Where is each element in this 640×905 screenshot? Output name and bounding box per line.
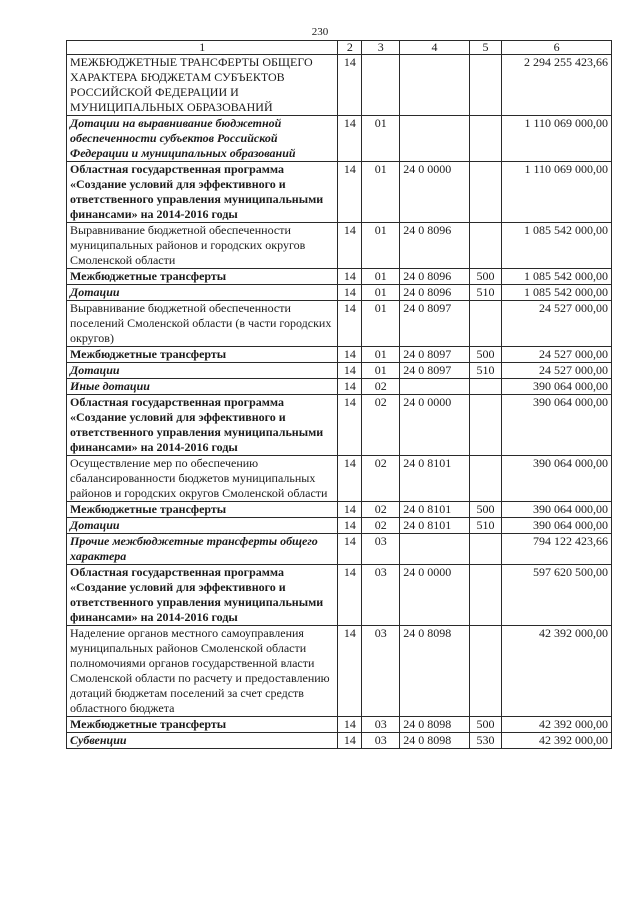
row-name-cell: Областная государственная программа «Создание условий для эффективного и ответственного управления муниципальными финансами» на 2014-2016 годы: [67, 565, 338, 626]
table-row: [67, 116, 612, 162]
amount-cell: 24 527 000,00: [502, 363, 612, 379]
table-row: [67, 347, 612, 363]
row-name-cell: Прочие межбюджетные трансферты общего характера: [67, 534, 338, 565]
column-header: 1: [67, 41, 338, 55]
amount-cell: 42 392 000,00: [502, 626, 612, 717]
target-article-cell: 24 0 0000: [400, 395, 469, 456]
amount-cell: 24 527 000,00: [502, 301, 612, 347]
expense-type-cell: [469, 162, 502, 223]
section-cell: 14: [338, 534, 362, 565]
expense-type-cell: 510: [469, 285, 502, 301]
table-row: [67, 395, 612, 456]
amount-cell: 24 527 000,00: [502, 347, 612, 363]
row-name-cell: Субвенции: [67, 733, 338, 749]
section-cell: 14: [338, 733, 362, 749]
section-cell: 14: [338, 223, 362, 269]
row-name-cell: Иные дотации: [67, 379, 338, 395]
amount-cell: 597 620 500,00: [502, 565, 612, 626]
target-article-cell: 24 0 8097: [400, 347, 469, 363]
table-row: [67, 534, 612, 565]
row-name-cell: Дотации: [67, 518, 338, 534]
amount-cell: 1 110 069 000,00: [502, 162, 612, 223]
expense-type-cell: [469, 301, 502, 347]
expense-type-cell: 500: [469, 717, 502, 733]
subsection-cell: 03: [362, 534, 400, 565]
subsection-cell: 01: [362, 162, 400, 223]
section-cell: 14: [338, 301, 362, 347]
target-article-cell: [400, 116, 469, 162]
subsection-cell: 02: [362, 379, 400, 395]
row-name-cell: Межбюджетные трансферты: [67, 717, 338, 733]
subsection-cell: 02: [362, 456, 400, 502]
section-cell: 14: [338, 116, 362, 162]
section-cell: 14: [338, 717, 362, 733]
subsection-cell: 01: [362, 269, 400, 285]
table-row: [67, 55, 612, 116]
target-article-cell: [400, 534, 469, 565]
row-name-cell: Межбюджетные трансферты: [67, 502, 338, 518]
target-article-cell: 24 0 8096: [400, 269, 469, 285]
section-cell: 14: [338, 456, 362, 502]
table-header-row: [67, 41, 612, 55]
expense-type-cell: [469, 534, 502, 565]
target-article-cell: 24 0 8097: [400, 363, 469, 379]
expense-type-cell: [469, 395, 502, 456]
row-name-cell: Выравнивание бюджетной обеспеченности поселений Смоленской области (в части городских округов): [67, 301, 338, 347]
amount-cell: 390 064 000,00: [502, 456, 612, 502]
column-header: 3: [362, 41, 400, 55]
table-row: [67, 285, 612, 301]
row-name-cell: Областная государственная программа «Создание условий для эффективного и ответственного управления муниципальными финансами» на 2014-2016 годы: [67, 395, 338, 456]
section-cell: 14: [338, 395, 362, 456]
expense-type-cell: 500: [469, 347, 502, 363]
expense-type-cell: [469, 379, 502, 395]
section-cell: 14: [338, 347, 362, 363]
row-name-cell: Дотации: [67, 363, 338, 379]
row-name-cell: Наделение органов местного самоуправления муниципальных районов Смоленской области полномочиями органов государственной власти Смоленской области по расчету и предоставлению дотаций бюджетам поселений за счет средств областного бюджета: [67, 626, 338, 717]
target-article-cell: 24 0 8101: [400, 502, 469, 518]
section-cell: 14: [338, 363, 362, 379]
subsection-cell: 01: [362, 116, 400, 162]
subsection-cell: 03: [362, 733, 400, 749]
budget-table: [66, 40, 612, 749]
expense-type-cell: 510: [469, 363, 502, 379]
subsection-cell: 01: [362, 223, 400, 269]
row-name-cell: Дотации: [67, 285, 338, 301]
expense-type-cell: [469, 565, 502, 626]
row-name-cell: МЕЖБЮДЖЕТНЫЕ ТРАНСФЕРТЫ ОБЩЕГО ХАРАКТЕРА БЮДЖЕТАМ СУБЪЕКТОВ РОССИЙСКОЙ ФЕДЕРАЦИИ И МУНИЦИПАЛЬНЫХ ОБРАЗОВАНИЙ: [67, 55, 338, 116]
section-cell: 14: [338, 565, 362, 626]
amount-cell: 1 085 542 000,00: [502, 223, 612, 269]
row-name-cell: Межбюджетные трансферты: [67, 269, 338, 285]
subsection-cell: 02: [362, 395, 400, 456]
subsection-cell: 03: [362, 717, 400, 733]
row-name-cell: Осуществление мер по обеспечению сбалансированности бюджетов муниципальных районов и городских округов Смоленской области: [67, 456, 338, 502]
section-cell: 14: [338, 518, 362, 534]
target-article-cell: 24 0 8101: [400, 456, 469, 502]
subsection-cell: 01: [362, 285, 400, 301]
table-row: [67, 363, 612, 379]
amount-cell: 390 064 000,00: [502, 395, 612, 456]
target-article-cell: 24 0 0000: [400, 162, 469, 223]
target-article-cell: 24 0 0000: [400, 565, 469, 626]
table-row: [67, 565, 612, 626]
target-article-cell: 24 0 8096: [400, 223, 469, 269]
subsection-cell: 01: [362, 363, 400, 379]
expense-type-cell: [469, 55, 502, 116]
target-article-cell: 24 0 8098: [400, 717, 469, 733]
section-cell: 14: [338, 285, 362, 301]
amount-cell: 390 064 000,00: [502, 502, 612, 518]
expense-type-cell: 500: [469, 269, 502, 285]
section-cell: 14: [338, 55, 362, 116]
column-header: 2: [338, 41, 362, 55]
section-cell: 14: [338, 162, 362, 223]
amount-cell: 794 122 423,66: [502, 534, 612, 565]
target-article-cell: 24 0 8097: [400, 301, 469, 347]
column-header: 5: [469, 41, 502, 55]
section-cell: 14: [338, 379, 362, 395]
row-name-cell: Межбюджетные трансферты: [67, 347, 338, 363]
table-row: [67, 733, 612, 749]
table-row: [67, 379, 612, 395]
target-article-cell: 24 0 8101: [400, 518, 469, 534]
expense-type-cell: [469, 626, 502, 717]
amount-cell: 390 064 000,00: [502, 518, 612, 534]
amount-cell: 42 392 000,00: [502, 733, 612, 749]
table-row: [67, 717, 612, 733]
expense-type-cell: [469, 116, 502, 162]
target-article-cell: [400, 379, 469, 395]
column-header: 6: [502, 41, 612, 55]
table-row: [67, 626, 612, 717]
section-cell: 14: [338, 502, 362, 518]
table-row: [67, 456, 612, 502]
table-row: [67, 518, 612, 534]
expense-type-cell: 510: [469, 518, 502, 534]
subsection-cell: 02: [362, 502, 400, 518]
amount-cell: 1 085 542 000,00: [502, 269, 612, 285]
amount-cell: 1 085 542 000,00: [502, 285, 612, 301]
table-row: [67, 502, 612, 518]
subsection-cell: 03: [362, 565, 400, 626]
target-article-cell: 24 0 8098: [400, 733, 469, 749]
subsection-cell: 03: [362, 626, 400, 717]
row-name-cell: Областная государственная программа «Создание условий для эффективного и ответственного управления муниципальными финансами» на 2014-2016 годы: [67, 162, 338, 223]
expense-type-cell: 500: [469, 502, 502, 518]
table-row: [67, 301, 612, 347]
amount-cell: 1 110 069 000,00: [502, 116, 612, 162]
page-number: 230: [311, 26, 329, 38]
row-name-cell: Выравнивание бюджетной обеспеченности муниципальных районов и городских округов Смоленской области: [67, 223, 338, 269]
subsection-cell: [362, 55, 400, 116]
subsection-cell: 01: [362, 301, 400, 347]
subsection-cell: 01: [362, 347, 400, 363]
subsection-cell: 02: [362, 518, 400, 534]
section-cell: 14: [338, 269, 362, 285]
amount-cell: 42 392 000,00: [502, 717, 612, 733]
column-header: 4: [400, 41, 469, 55]
target-article-cell: 24 0 8096: [400, 285, 469, 301]
expense-type-cell: [469, 223, 502, 269]
target-article-cell: 24 0 8098: [400, 626, 469, 717]
expense-type-cell: [469, 456, 502, 502]
amount-cell: 390 064 000,00: [502, 379, 612, 395]
expense-type-cell: 530: [469, 733, 502, 749]
target-article-cell: [400, 55, 469, 116]
table-row: [67, 162, 612, 223]
row-name-cell: Дотации на выравнивание бюджетной обеспеченности субъектов Российской Федерации и муниципальных образований: [67, 116, 338, 162]
section-cell: 14: [338, 626, 362, 717]
table-row: [67, 223, 612, 269]
table-row: [67, 269, 612, 285]
amount-cell: 2 294 255 423,66: [502, 55, 612, 116]
